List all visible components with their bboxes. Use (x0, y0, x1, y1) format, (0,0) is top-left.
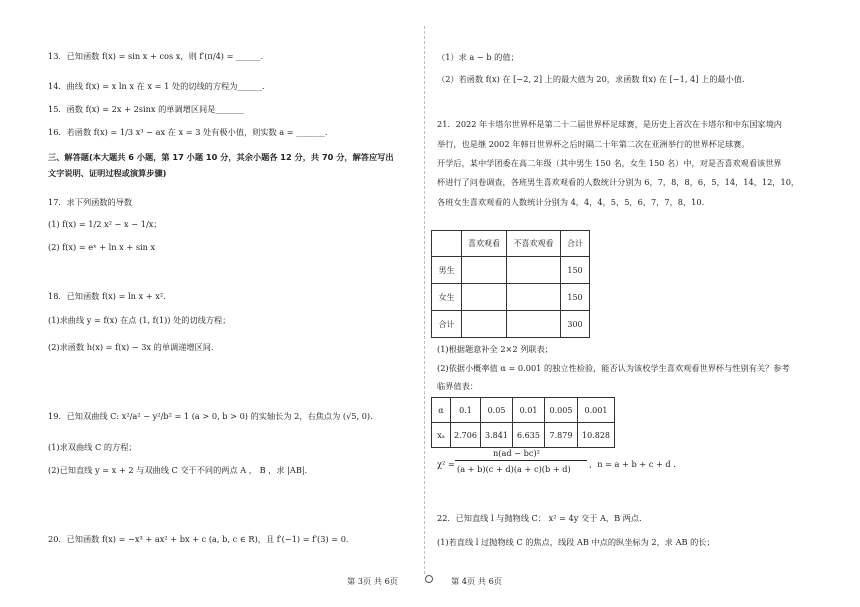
table-cell: 7.879 (545, 423, 578, 448)
question-17: 17．求下列函数的导数 (48, 197, 133, 207)
question-18-part-1: (1)求曲线 y = f(x) 在点 (1, f(1)) 处的切线方程； (48, 315, 231, 325)
question-15: 15．函数 f(x) = 2x + 2sinx 的单调增区间是_______ (48, 104, 245, 114)
question-19: 19．已知双曲线 C: x²/a² − y²/b² = 1 (a > 0, b > 0) 的实轴长为 2，右焦点为 (√5, 0). (48, 411, 373, 421)
question-21-part-1: (1)根据题意补全 2×2 列联表； (437, 344, 553, 354)
contingency-table (431, 230, 590, 338)
table-cell: 0.001 (578, 398, 615, 423)
question-20-part-1: （1）求 a − b 的值； (437, 52, 519, 62)
chi-square-lhs: χ² = (437, 459, 455, 469)
question-18-part-2: (2)求函数 h(x) = f(x) − 3x 的单调递增区间. (48, 342, 214, 352)
table-cell: 3.841 (481, 423, 513, 448)
table-cell (462, 257, 507, 284)
table-cell: 0.05 (481, 398, 513, 423)
table-header-row (432, 231, 590, 257)
table-cell: 150 (561, 284, 590, 311)
table-cell: 喜欢观看 (462, 231, 507, 257)
question-21-line-3: 开学后，某中学团委在高二年级（其中男生 150 名，女生 150 名）中，对是否喜欢观看该世界 (437, 158, 782, 168)
binding-hole-icon (425, 575, 433, 583)
chi-square-denominator: (a + b)(c + d)(a + c)(b + d) (457, 464, 571, 474)
question-20-part-2: （2）若函数 f(x) 在 [−2, 2] 上的最大值为 20，求函数 f(x) 在 [−1, 4] 上的最小值. (437, 74, 745, 84)
question-17-part-2: (2) f(x) = eˣ + ln x + sin x (48, 242, 156, 252)
table-cell (507, 257, 561, 284)
table-cell (507, 284, 561, 311)
page-number-left: 第 3页 共 6页 (347, 576, 398, 586)
question-21-line-5: 各班女生喜欢观看的人数统计分别为 4，4，4，5，5，6，7，7，8，10. (437, 197, 705, 207)
table-row (432, 311, 590, 338)
table-cell: 0.01 (513, 398, 545, 423)
table-cell: xₐ (432, 423, 451, 448)
table-cell: α (432, 398, 451, 423)
question-22: 22．已知直线 l 与抛物线 C： x² = 4y 交于 A，B 两点. (437, 513, 642, 523)
table-cell: 6.635 (513, 423, 545, 448)
column-divider (424, 26, 425, 574)
question-21-line-2: 举行，也是继 2002 年韩日世界杯之后时隔二十年第二次在亚洲举行的世界杯足球赛。 (437, 139, 750, 149)
table-cell: 150 (561, 257, 590, 284)
table-cell: 0.1 (451, 398, 481, 423)
chi-square-note: ，n = a + b + c + d . (589, 459, 676, 469)
question-22-part-1: (1)若直线 l 过抛物线 C 的焦点，线段 AB 中点的纵坐标为 2，求 AB 的长； (437, 537, 715, 547)
critical-value-table (431, 397, 615, 448)
table-cell: 0.005 (545, 398, 578, 423)
question-16: 16．若函数 f(x) = 1/3 x³ − ax 在 x = 3 处有极小值，则实数 a = _______. (48, 127, 328, 137)
table-cell: 女生 (432, 284, 462, 311)
table-row (432, 257, 590, 284)
table-cell: 合计 (432, 311, 462, 338)
table-cell: 10.828 (578, 423, 615, 448)
question-14: 14．曲线 f(x) = x ln x 在 x = 1 处的切线的方程为______. (48, 81, 265, 91)
section-3-heading-cont: 文字说明、证明过程或演算步骤) (48, 168, 167, 178)
question-20: 20．已知函数 f(x) = −x³ + ax² + bx + c (a, b, c ∈ R)，且 f′(−1) = f′(3) = 0. (48, 534, 349, 544)
question-17-part-1: (1) f(x) = 1/2 x² − x − 1/x； (48, 219, 162, 229)
question-18: 18．已知函数 f(x) = ln x + x². (48, 291, 166, 301)
table-cell (432, 231, 462, 257)
question-21-part-2-cont: 临界值表： (437, 381, 478, 391)
table-cell (462, 284, 507, 311)
question-19-part-2: (2)已知直线 y = x + 2 与双曲线 C 交于不同的两点 A ， B ，求 |AB|. (48, 465, 308, 475)
question-21-line-4: 杯进行了问卷调查，各班男生喜欢观看的人数统计分别为 6，7，8，8，6，5，14，14，12，10， (437, 177, 800, 187)
table-row (432, 398, 615, 423)
table-cell: 合计 (561, 231, 590, 257)
table-cell: 2.706 (451, 423, 481, 448)
table-cell: 不喜欢观看 (507, 231, 561, 257)
section-3-heading: 三、解答题(本大题共 6 小题，第 17 小题 10 分，其余小题各 12 分，共 70 分，解答应写出 (48, 152, 394, 162)
question-13: 13．已知函数 f(x) = sin x + cos x，则 f′(π/4) = ______. (48, 51, 264, 61)
table-cell (507, 311, 561, 338)
table-cell (462, 311, 507, 338)
chi-square-numerator: n(ad − bc)² (493, 448, 540, 458)
page-number-right: 第 4页 共 6页 (451, 576, 502, 586)
fraction-bar (455, 460, 587, 461)
table-row (432, 284, 590, 311)
question-21-part-2: (2)依据小概率值 α = 0.001 的独立性检验，能否认为该校学生喜欢观看世界杯与性别有关？参考 (437, 363, 790, 373)
table-cell: 300 (561, 311, 590, 338)
table-cell: 男生 (432, 257, 462, 284)
table-row (432, 423, 615, 448)
question-21-line-1: 21．2022 年卡塔尔世界杯是第二十二届世界杯足球赛，是历史上首次在卡塔尔和中东国家境内 (437, 119, 782, 129)
question-19-part-1: (1)求双曲线 C 的方程； (48, 442, 137, 452)
